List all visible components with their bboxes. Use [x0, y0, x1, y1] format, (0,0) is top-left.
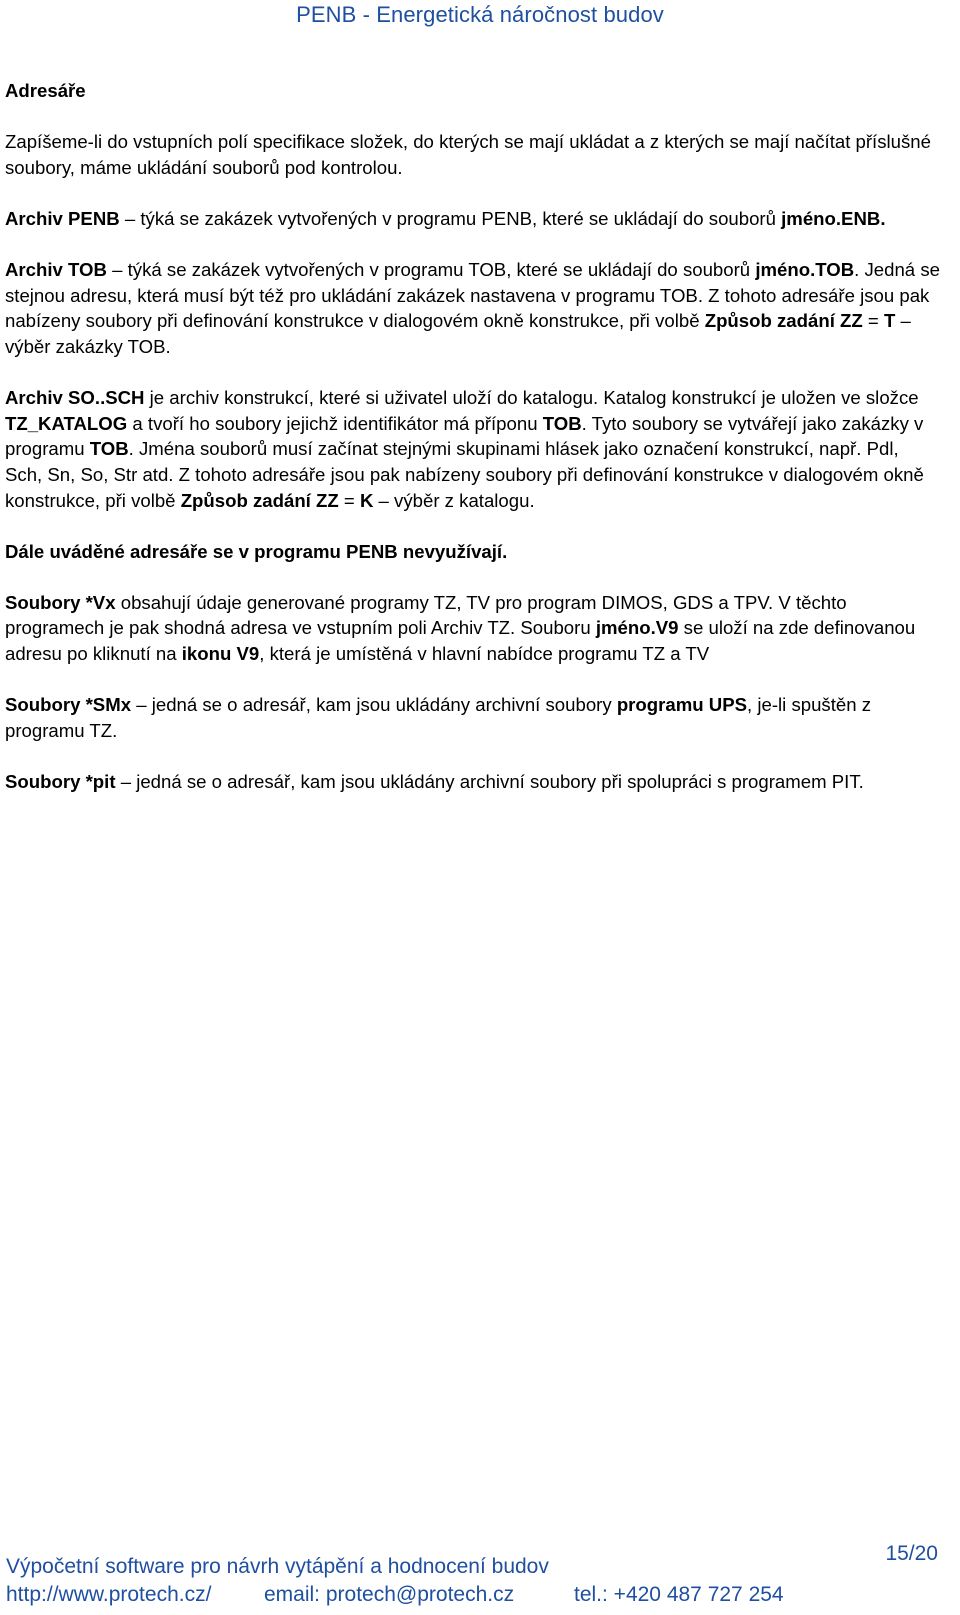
term-jmeno-v9: jméno.V9 [595, 617, 679, 639]
paragraph-notice [5, 539, 940, 565]
term-zpusob-zadani: Způsob zadání ZZ [704, 310, 863, 332]
paragraph-text: . Tyto soubory se vytvářejí jako zakázky v programu [5, 412, 924, 460]
term-soubory-pit: Soubory *pit [5, 771, 116, 793]
paragraph-text: a tvoří ho soubory jejichž identifikátor má příponu [127, 412, 543, 434]
paragraph-text: se uloží na zde definovanou adresu po kliknutí na [5, 617, 916, 665]
paragraph-text: = [338, 489, 360, 511]
footer-title: Výpočetní software pro návrh vytápění a hodnocení budov [6, 1555, 549, 1578]
paragraph-soubory-smx [5, 692, 940, 743]
term-archiv-tob: Archiv TOB [5, 259, 107, 281]
document-body [5, 78, 940, 820]
paragraph-text: – jedná se o adresář, kam jsou ukládány archivní soubory při spolupráci s programem PIT. [115, 771, 864, 793]
paragraph-text: , je-li spuštěn z programu TZ. [5, 694, 872, 741]
notice-text: Dále uváděné adresáře se v programu PENB nevyužívají. [5, 540, 508, 562]
term-tob: TOB [542, 412, 582, 434]
term-tz-katalog: TZ_KATALOG [5, 412, 128, 434]
footer-phone: tel.: +420 487 727 254 [574, 1583, 784, 1606]
paragraph-text: – týká se zakázek vytvořených v programu PENB, které se ukládají do souborů [119, 207, 782, 229]
paragraph-text: – jedná se o adresář, kam jsou ukládány archivní soubory [131, 694, 617, 716]
paragraph-soubory-vx [5, 590, 940, 667]
paragraph-archiv-tob [5, 257, 940, 359]
paragraph-text: – týká se zakázek vytvořených v programu TOB, které se ukládají do souborů [106, 259, 756, 281]
term-jmeno-tob: jméno.TOB [755, 259, 855, 281]
term-soubory-smx: Soubory *SMx [5, 694, 132, 716]
paragraph-archiv-so-sch [5, 385, 940, 513]
term-jmeno-enb: jméno.ENB. [781, 207, 886, 229]
footer-contacts [6, 1581, 784, 1609]
paragraph-text: = [862, 310, 884, 332]
term-programu-ups: programu UPS [616, 694, 748, 716]
term-archiv-penb: Archiv PENB [5, 207, 120, 229]
paragraph-text: . Jména souborů musí začínat stejnými skupinami hlásek jako označení konstrukcí, např. Pdl, Sch, Sn, So, Str atd. Z tohoto adresáře jsou pak nabízeny soubory při definování konstrukce v dialogovém okně konstrukce, při volbě [5, 438, 924, 511]
page-header-title: PENB - Energetická náročnost budov [296, 2, 664, 27]
paragraph-text: , která je umístěná v hlavní nabídce programu TZ a TV [259, 643, 710, 665]
paragraph-text: je archiv konstrukcí, které si uživatel uloží do katalogu. Katalog konstrukcí je uložen ve složce [144, 387, 919, 409]
term-ikonu-v9: ikonu V9 [181, 643, 260, 665]
page-number: 15/20 [885, 1542, 938, 1565]
paragraph-text: . Jedná se stejnou adresu, která musí být též pro ukládání zakázek nastavena v programu TOB. Z tohoto adresáře jsou pak nabízeny soubory při definování konstrukce v dialogovém okně konstrukce, při volbě [5, 259, 940, 332]
term-tob: TOB [89, 438, 129, 460]
term-k: K [359, 489, 374, 511]
section-heading: Adresáře [5, 80, 86, 101]
paragraph-text: Zapíšeme-li do vstupních polí specifikace složek, do kterých se mají ukládat a z kterých se mají načítat příslušné soubory, máme ukládání souborů pod kontrolou. [5, 131, 931, 178]
term-archiv-so-sch: Archiv SO..SCH [5, 387, 145, 409]
term-zpusob-zadani: Způsob zadání ZZ [180, 489, 339, 511]
paragraph-archiv-penb [5, 206, 940, 232]
paragraph-intro [5, 129, 940, 180]
paragraph-text: – výběr zakázky TOB. [5, 310, 911, 357]
paragraph-soubory-pit [5, 769, 940, 795]
term-soubory-vx: Soubory *Vx [5, 591, 116, 613]
term-t: T [883, 310, 896, 332]
footer-web-link[interactable]: http://www.protech.cz/ [6, 1583, 212, 1606]
paragraph-text: obsahují údaje generované programy TZ, TV pro program DIMOS, GDS a TPV. V těchto programech je pak shodná adresa ve vstupním poli Archiv TZ. Souboru [5, 591, 847, 639]
paragraph-text: – výběr z katalogu. [373, 489, 535, 511]
footer-email-link[interactable]: email: protech@protech.cz [264, 1583, 515, 1606]
